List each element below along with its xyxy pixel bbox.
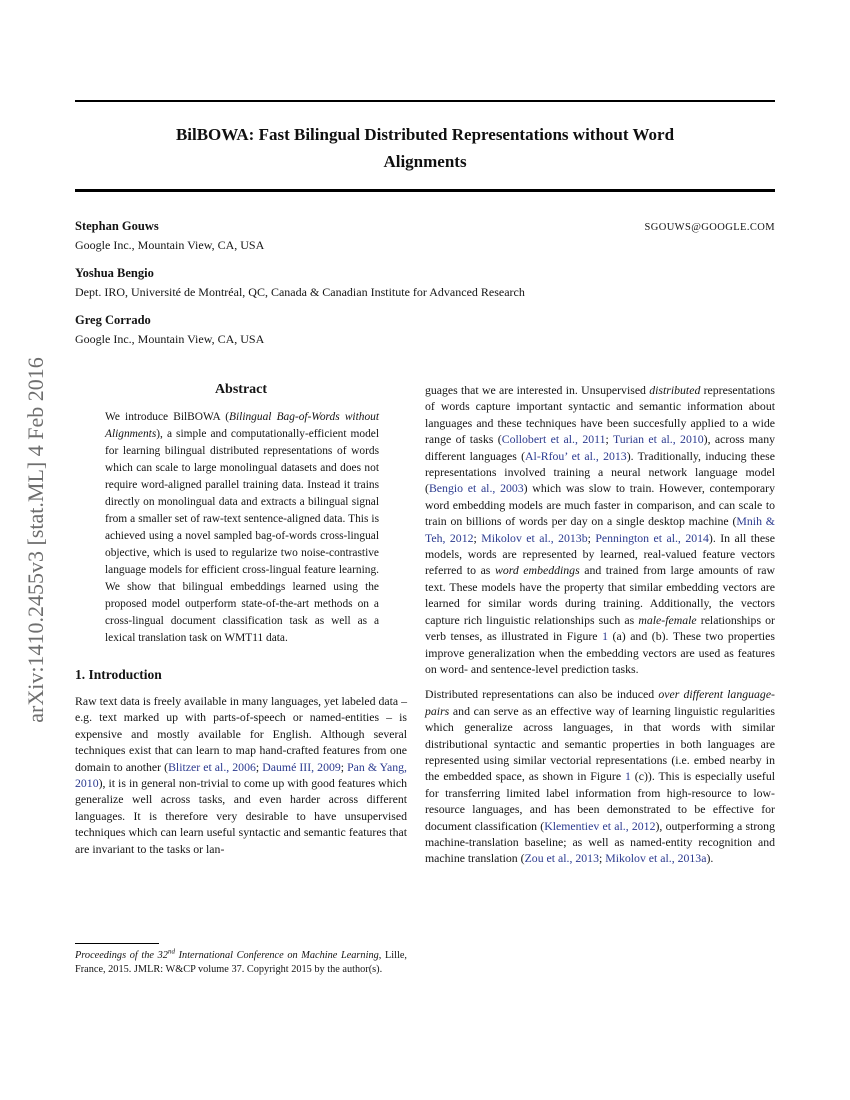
- arxiv-watermark: arXiv:1410.2455v3 [stat.ML] 4 Feb 2016: [23, 357, 48, 723]
- text-run: International Conference on Machine Learning: [174, 950, 379, 961]
- citation-link[interactable]: Pan & Yang, 2010: [75, 759, 407, 791]
- text-run: Raw text data is freely available in many languages, yet labeled data – e.g. text marked up with parts-of-speech or named-entities – is expensive and mostly available for English. Although several techniques exist that can learn to map hand-crafted features from one domain to another (: [75, 694, 407, 774]
- text-run: (a) and (b). These two properties improve generalization when the embedding vectors are used as features on word- and sentence-level prediction tasks.: [425, 629, 775, 676]
- text-run: ), it is in general non-trivial to come up with good features which generalize well across tasks, and even harder across different languages. It is therefore very desirable to have unsupervised techniques which can learn useful syntactic and semantic features that are invariant to the tasks or lan-: [75, 776, 407, 856]
- text-run: ). Traditionally, inducing these representations involved training a neural network language model (: [425, 448, 775, 496]
- abstract-heading: Abstract: [214, 382, 268, 397]
- author-row: [75, 313, 775, 328]
- text-run: ;: [598, 851, 606, 866]
- text-run: relationships or verb tenses, as illustrated in Figure: [425, 612, 775, 644]
- citation-link[interactable]: Collobert et al., 2011: [501, 432, 606, 447]
- left-column: [75, 382, 407, 1002]
- text-run: and can serve as an effective way of learning linguistic regularities which generalize across languages, in that words with similar distributional syntactic and semantic properties in both languages are represented using similar vectorial representations (i.e. embed nearby in the embedded space, as shown in Figure: [425, 703, 775, 784]
- body-paragraph: [425, 686, 775, 866]
- citation-link[interactable]: Bengio et al., 2003: [428, 481, 524, 496]
- text-run: (c)). This is especially useful for transferring limited label information from high-resource to low-resource languages, and has been demonstrated to be effective for document classification (: [425, 769, 776, 833]
- citation-link[interactable]: Al-Rfou’ et al., 2013: [525, 448, 627, 463]
- body-paragraph: [425, 382, 775, 677]
- citation-link[interactable]: Zou et al., 2013: [524, 851, 599, 866]
- text-run: ), across many different languages (: [425, 432, 775, 463]
- citation-link[interactable]: Mikolov et al., 2013b: [481, 530, 588, 545]
- text-run: ;: [605, 432, 613, 447]
- text-run: ;: [340, 759, 348, 774]
- text-run: ).: [706, 851, 714, 866]
- text-run: Proceedings of the 32: [75, 950, 168, 961]
- section-heading-introduction: 1. Introduction: [75, 667, 162, 682]
- author-affiliation: Google Inc., Mountain View, CA, USA: [75, 238, 265, 252]
- text-run: Distributed representations can also be induced: [425, 687, 659, 702]
- citation-link[interactable]: Turian et al., 2010: [612, 432, 704, 447]
- citation-link[interactable]: 1: [624, 769, 631, 784]
- citation-link[interactable]: Daumé III, 2009: [262, 759, 341, 774]
- citation-link[interactable]: Klementiev et al., 2012: [544, 818, 656, 833]
- text-run: Bilingual Bag-of-Words without Alignments: [105, 411, 379, 440]
- author-entry: [75, 266, 775, 300]
- text-run: representations of words capture important syntactic and semantic information about languages and these techniques have been succesfully applied to a wide range of tasks (: [425, 383, 776, 447]
- citation-link[interactable]: Pennington et al., 2014: [595, 530, 709, 545]
- introduction-paragraph: [75, 693, 407, 857]
- text-run: ), a simple and computationally-efficient model for learning bilingual distributed representations of words which can scale to large monolingual datasets and does not require word-aligned parallel training data. Instead it trains directly on monolingual data and extracts a bilingual signal from a smaller set of raw-text sentence-aligned data. This is achieved using a novel sampled bag-of-words cross-lingual objective, which is used to regularize two noise-contrastive language models for efficient cross-lingual feature learning. We show that bilingual embeddings learned using the proposed model outperform state-of-the-art methods on a cross-lingual document classification task as well as a lexical translation task on WMT11 data.: [105, 428, 379, 644]
- text-run: We introduce BilBOWA (: [105, 411, 230, 423]
- text-run: ;: [587, 530, 596, 545]
- author-name: Stephan Gouws: [75, 219, 159, 233]
- footnote: [75, 943, 407, 977]
- author-row: [75, 266, 775, 281]
- header-rule-bottom: [75, 189, 775, 192]
- footnote-text: [75, 949, 407, 977]
- paper-title-line-1: BilBOWA: Fast Bilingual Distributed Representations without Word: [175, 125, 675, 144]
- abstract-text: [75, 409, 407, 647]
- footnote-rule: [75, 943, 159, 944]
- author-affiliation: Google Inc., Mountain View, CA, USA: [75, 332, 265, 346]
- text-run: , Lille, France, 2015. JMLR: W&CP volume 37. Copyright 2015 by the author(s).: [75, 950, 407, 975]
- text-run: ), outperforming a strong machine-translation baseline; as well as named-entity recognition and machine translation (: [425, 818, 775, 866]
- citation-link[interactable]: Blitzer et al., 2006: [168, 759, 256, 774]
- right-column: [425, 382, 775, 867]
- author-name: Greg Corrado: [75, 313, 151, 327]
- paper-title-line-2: Alignments: [383, 152, 467, 171]
- text-run: ). In all these models, words are represented by learned, real-valued feature vectors referred to as: [425, 530, 775, 578]
- author-email[interactable]: SGOUWS@GOOGLE.COM: [644, 222, 775, 233]
- text-run: male-female: [638, 612, 697, 627]
- text-run: guages that we are interested in. Unsupervised: [425, 383, 650, 397]
- paper-title: [75, 121, 775, 175]
- citation-link[interactable]: 1: [602, 629, 608, 644]
- citation-link[interactable]: Mikolov et al., 2013a: [605, 851, 707, 866]
- text-run: ) which was slow to train. However, contemporary word embedding models are much faster in comparison, and can scale to train on billions of words per day on a single desktop machine (: [425, 481, 775, 529]
- text-run: nd: [167, 947, 175, 956]
- text-run: word embeddings: [494, 563, 580, 578]
- author-entry: [75, 313, 775, 347]
- author-block: [75, 219, 775, 360]
- citation-link[interactable]: Mnih & Teh, 2012: [425, 514, 775, 545]
- text-run: and trained from large amounts of raw text. These models have the property that similar embedding vectors are learned for similar words during training. Additionally, the vectors capture rich linguistic relationships such as: [425, 563, 776, 627]
- header-rule-top: [75, 100, 775, 102]
- text-run: ;: [255, 759, 263, 774]
- text-run: over different language-pairs: [425, 687, 775, 718]
- author-name: Yoshua Bengio: [75, 266, 154, 280]
- author-affiliation: Dept. IRO, Université de Montréal, QC, Canada & Canadian Institute for Advanced Research: [75, 285, 525, 299]
- text-run: distributed: [649, 383, 701, 397]
- text-run: ;: [473, 530, 482, 545]
- author-row: [75, 219, 775, 234]
- author-entry: [75, 219, 775, 253]
